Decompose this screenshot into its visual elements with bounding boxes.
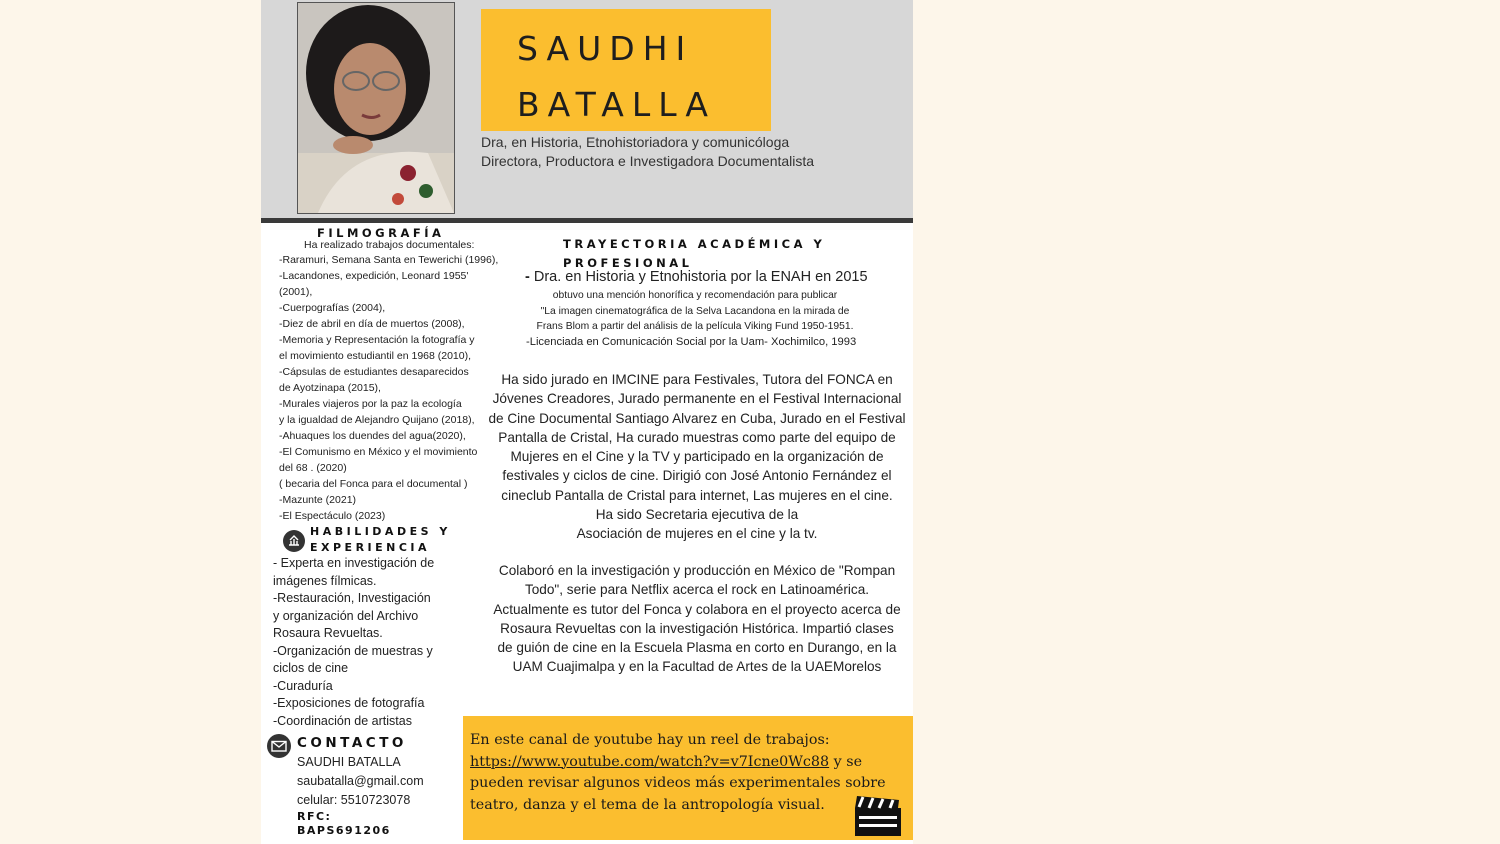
filmografia-item: -Lacandones, expedición, Leonard 1955' [279,270,469,282]
filmografia-item: -Ahuaques los duendes del agua(2020), [279,430,466,442]
header-divider [261,218,913,223]
paragraph-line: Asociación de mujeres en el cine y la tv. [576,526,818,542]
mail-icon [267,734,291,758]
paragraph-line: cineclub Pantalla de Cristal para internet, Las mujeres en el cine. [501,487,893,503]
filmografia-list [279,252,498,524]
clapperboard-icon [853,794,903,836]
skill-item: -Coordinación de artistas [273,713,412,728]
trayectoria-title-2: PROFESIONAL [563,256,693,270]
name-box [481,9,771,131]
skill-item: Rosaura Revueltas. [273,626,383,640]
skill-item: y organización del Archivo [273,608,419,623]
youtube-line-4: teatro, danza y el tema de la antropología visual. [470,796,825,813]
trayectoria-title-1: TRAYECTORIA ACADÉMICA Y [563,237,826,251]
filmografia-item: ( becaria del Fonca para el documental ) [279,478,468,490]
profile-photo [297,2,455,214]
degree-note-line: "La imagen cinematográfica de la Selva Lacandona en la mirada de [540,305,850,317]
filmografia-item: -Raramuri, Semana Santa en Tewerichi (1996), [279,254,499,266]
youtube-link[interactable]: https://www.youtube.com/watch?v=v7Icne0Wc88 [470,753,830,770]
filmografia-item: -El Espectáculo (2023) [279,510,386,522]
paragraph-line: Mujeres en el Cine y la TV y participado en la organización de [510,449,884,465]
paragraph-line: Ha sido jurado en IMCINE para Festivales, Tutora del FONCA en [501,372,893,387]
degree-note-line: Frans Blom a partir del análisis de la película Viking Fund 1950-1951. [536,321,854,332]
youtube-box [463,716,913,840]
contact-email[interactable]: saubatalla@gmail.com [297,774,424,788]
career-paragraph-1 [487,370,907,544]
rfc-label: RFC: [297,810,332,823]
youtube-line-1: En este canal de youtube hay un reel de trabajos: [470,732,830,748]
subtitle-degrees: Dra, en Historia, Etnohistoriadora y comunicóloga [481,134,790,150]
youtube-line-3: pueden revisar algunos videos más experimentales sobre [470,775,886,791]
filmografia-item: -Cuerpografías (2004), [279,302,386,314]
degree-notes [525,288,865,335]
filmografia-item: el movimiento estudiantil en 1968 (2010), [279,350,472,362]
paragraph-line: Pantalla de Cristal, Ha curado muestras como parte del equipo de [498,429,896,445]
paragraph-line: Colaboró en la investigación y producción en México de "Rompan [498,563,896,578]
paragraph-line: Actualmente es tutor del Fonca y colabora en el proyecto acerca de [493,601,901,617]
paragraph-line: Ha sido Secretaria ejecutiva de la [595,507,799,523]
contact-phone: celular: 5510723078 [297,793,411,807]
contacto-title: CONTACTO [297,735,407,751]
youtube-link-suffix: y se [829,753,863,770]
degree-text: Dra. en Historia y Etnohistoria por la ENAH en 2015 [533,269,868,285]
paragraph-line: Jóvenes Creadores, Jurado permanente en el Festival Internacional [492,391,902,407]
paragraph-line: de Cine Documental Santiago Alvarez en Cuba, Jurado en el Festival [488,410,906,426]
habilidades-list [273,555,434,730]
youtube-text [470,730,910,816]
youtube-line-2 [470,752,910,774]
skill-item: - Experta en investigación de [273,556,435,570]
habilidades-title-1: HABILIDADES Y [310,525,451,538]
filmografia-item: -El Comunismo en México y el movimiento [279,446,478,458]
habilidades-title-2: EXPERIENCIA [310,541,431,554]
filmografia-item: -Cápsulas de estudiantes desaparecidos [279,366,469,378]
degree-note-line: obtuvo una mención honorífica y recomendación para publicar [552,290,838,301]
skill-item: -Organización de muestras y [273,643,433,658]
degree-line [525,269,868,285]
skill-item: -Restauración, Investigación [273,591,431,605]
filmografia-title: FILMOGRAFÍA [317,226,445,240]
filmografia-item: -Mazunte (2021) [279,494,357,506]
paragraph-line: Todo", serie para Netflix acerca el rock en Latinoamérica. [524,582,870,598]
filmografia-item: -Diez de abril en día de muertos (2008), [279,318,465,330]
paragraph-line: festivales y ciclos de cine. Dirigió con José Antonio Fernández el [502,468,892,484]
career-paragraph-2 [487,561,907,677]
skill-item: -Curaduría [273,678,333,693]
rfc-value: BAPS691206 [297,824,391,837]
licenciada-line: -Licenciada en Comunicación Social por la Uam- Xochimilco, 1993 [526,336,857,348]
filmografia-item: de Ayotzinapa (2015), [279,382,381,394]
first-name: SAUDHI [517,29,694,68]
skill-item: ciclos de cine [273,661,349,675]
filmografia-item: -Memoria y Representación la fotografía y [279,334,475,346]
skill-item: -Exposiciones de fotografía [273,696,425,710]
skill-item: imágenes fílmicas. [273,573,377,588]
filmografia-item: -Murales viajeros por la paz la ecología [279,398,462,410]
last-name: BATALLA [517,85,716,124]
cv-page [261,0,913,844]
contact-name: SAUDHI BATALLA [297,755,401,769]
filmografia-item: y la igualdad de Alejandro Quijano (2018), [279,414,475,426]
paragraph-line: de guión de cine en la Escuela Plasma en corto en Durango, en la [497,640,897,656]
filmografia-item: del 68 . (2020) [279,462,347,474]
paragraph-line: Rosaura Revueltas con la investigación Histórica. Impartió clases [500,620,894,636]
paragraph-line: UAM Cuajimalpa y en la Facultad de Artes de la UAEMorelos [512,659,882,675]
skills-icon [283,530,305,552]
filmografia-intro: Ha realizado trabajos documentales: [304,239,475,251]
subtitle-roles: Directora, Productora e Investigadora Documentalista [481,153,815,169]
filmografia-item: (2001), [279,286,313,298]
degree-dash: - [525,269,534,285]
